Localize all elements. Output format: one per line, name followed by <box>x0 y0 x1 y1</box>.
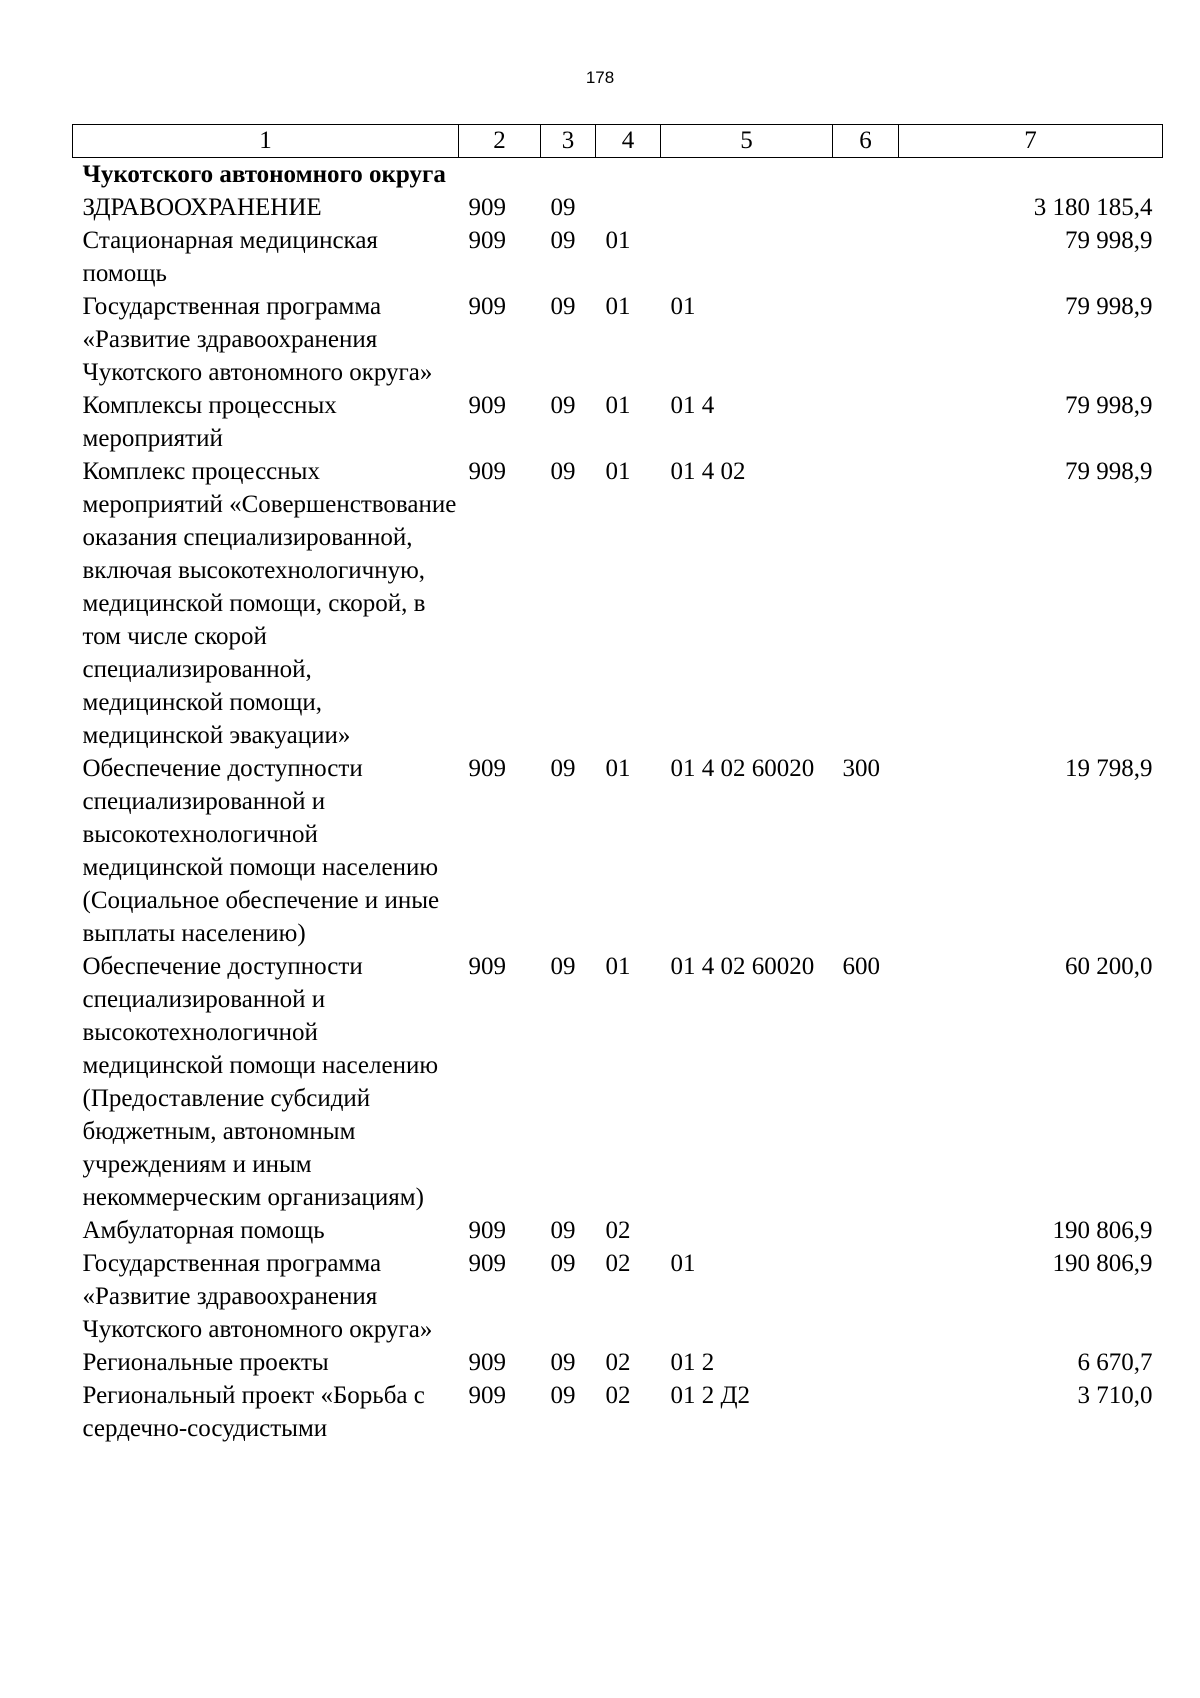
row-code-section: 09 <box>550 953 576 980</box>
header-col-5: 5 <box>661 125 833 158</box>
row-code-expense <box>833 290 899 389</box>
row-code-expense <box>833 191 899 224</box>
row-code-expense: 300 <box>842 755 880 782</box>
row-amount: 6 670,7 <box>1077 1349 1153 1376</box>
table-row <box>73 389 1163 455</box>
row-name: Государственная программа «Развитие здравоохранения Чукотского автономного округа» <box>82 293 433 386</box>
row-code-section: 09 <box>550 227 576 254</box>
row-code-section: 09 <box>550 194 576 221</box>
row-code-expense <box>833 1247 899 1346</box>
row-code-section: 09 <box>550 293 576 320</box>
table-row <box>73 950 1163 1214</box>
row-code-section <box>541 158 596 192</box>
header-col-2: 2 <box>459 125 541 158</box>
row-code-subsection <box>596 191 661 224</box>
row-name: Комплекс процессных мероприятий «Совершенствование оказания специализированной, включая высокотехнологичную, медицинской помощи, скорой, в том числе скорой специализированной, медицинской помощи, медицинской эвакуации» <box>82 458 457 749</box>
table-row <box>73 224 1163 290</box>
row-code-ministry: 909 <box>468 293 506 320</box>
row-code-section: 09 <box>550 755 576 782</box>
row-code-target: 01 4 02 <box>670 458 746 485</box>
budget-table <box>72 124 1163 1445</box>
row-code-ministry: 909 <box>468 755 506 782</box>
row-code-ministry: 909 <box>468 1217 506 1244</box>
row-name: Обеспечение доступности специализированной и высокотехнологичной медицинской помощи населению (Социальное обеспечение и иные выплаты населению) <box>82 755 440 947</box>
row-code-ministry: 909 <box>468 1382 506 1409</box>
row-code-subsection: 02 <box>605 1217 631 1244</box>
row-code-expense <box>833 1214 899 1247</box>
row-code-subsection: 01 <box>605 755 631 782</box>
table-row <box>73 1247 1163 1346</box>
row-code-target: 01 2 Д2 <box>670 1382 751 1409</box>
row-amount: 79 998,9 <box>1065 458 1153 485</box>
row-name: Обеспечение доступности специализированной и высокотехнологичной медицинской помощи населению (Предоставление субсидий бюджетным, автономным учреждениям и иным некоммерческим организациям) <box>82 953 439 1211</box>
row-code-expense <box>833 158 899 192</box>
table-row <box>73 1214 1163 1247</box>
row-code-ministry: 909 <box>468 1349 506 1376</box>
row-code-target: 01 4 02 60020 <box>670 953 815 980</box>
header-col-7: 7 <box>899 125 1163 158</box>
page-number: 178 <box>585 68 615 87</box>
table-row <box>73 290 1163 389</box>
row-code-expense <box>833 389 899 455</box>
table-row <box>73 1346 1163 1379</box>
row-code-subsection: 01 <box>605 458 631 485</box>
row-code-section: 09 <box>550 1217 576 1244</box>
row-code-target: 01 4 02 60020 <box>670 755 815 782</box>
row-code-target <box>661 191 833 224</box>
row-code-subsection: 01 <box>605 392 631 419</box>
row-code-section: 09 <box>550 1349 576 1376</box>
row-code-subsection: 01 <box>605 953 631 980</box>
row-code-ministry: 909 <box>468 1250 506 1277</box>
row-amount <box>899 158 1163 192</box>
row-name: Амбулаторная помощь <box>82 1217 325 1244</box>
row-code-ministry: 909 <box>468 953 506 980</box>
row-amount: 79 998,9 <box>1065 293 1153 320</box>
table-header <box>73 125 1163 158</box>
row-code-section: 09 <box>550 1250 576 1277</box>
table-row <box>73 191 1163 224</box>
table-row <box>73 1379 1163 1445</box>
row-code-subsection: 01 <box>605 293 631 320</box>
row-name: Государственная программа «Развитие здравоохранения Чукотского автономного округа» <box>82 1250 433 1343</box>
header-col-1: 1 <box>73 125 459 158</box>
row-code-target <box>661 224 833 290</box>
row-code-subsection <box>596 158 661 192</box>
row-code-target: 01 <box>670 1250 696 1277</box>
row-name: Чукотского автономного округа <box>82 161 446 188</box>
row-name: Региональные проекты <box>82 1349 329 1376</box>
row-code-expense <box>833 224 899 290</box>
row-code-subsection: 02 <box>605 1250 631 1277</box>
row-code-expense <box>833 1379 899 1445</box>
row-code-target: 01 2 <box>670 1349 715 1376</box>
row-amount: 79 998,9 <box>1065 227 1153 254</box>
row-amount: 190 806,9 <box>1052 1250 1153 1277</box>
row-code-ministry: 909 <box>468 392 506 419</box>
row-code-target <box>661 158 833 192</box>
row-amount: 19 798,9 <box>1065 755 1153 782</box>
row-amount: 190 806,9 <box>1052 1217 1153 1244</box>
row-code-expense <box>833 1346 899 1379</box>
row-amount: 60 200,0 <box>1065 953 1153 980</box>
row-code-target: 01 4 <box>670 392 715 419</box>
row-code-subsection: 02 <box>605 1349 631 1376</box>
header-col-6: 6 <box>833 125 899 158</box>
row-code-target: 01 <box>670 293 696 320</box>
header-col-4: 4 <box>596 125 661 158</box>
row-code-ministry: 909 <box>468 227 506 254</box>
row-name: Региональный проект «Борьба с сердечно-сосудистыми <box>82 1382 425 1442</box>
table-row <box>73 752 1163 950</box>
row-name: Комплексы процессных мероприятий <box>82 392 337 452</box>
row-name: Стационарная медицинская помощь <box>82 227 378 287</box>
row-code-section: 09 <box>550 458 576 485</box>
row-code-section: 09 <box>550 392 576 419</box>
row-code-section: 09 <box>550 1382 576 1409</box>
row-code-target <box>661 1214 833 1247</box>
header-row <box>73 125 1163 158</box>
row-code-subsection: 01 <box>605 227 631 254</box>
row-amount: 79 998,9 <box>1065 392 1153 419</box>
row-amount: 3 180 185,4 <box>1033 194 1153 221</box>
row-code-ministry: 909 <box>468 458 506 485</box>
header-col-3: 3 <box>541 125 596 158</box>
table-row <box>73 158 1163 192</box>
row-code-expense <box>833 455 899 752</box>
table-body <box>73 158 1163 1446</box>
row-code-subsection: 02 <box>605 1382 631 1409</box>
row-name: ЗДРАВООХРАНЕНИЕ <box>82 194 322 221</box>
row-amount: 3 710,0 <box>1077 1382 1153 1409</box>
row-code-ministry: 909 <box>468 194 506 221</box>
row-code-expense: 600 <box>842 953 880 980</box>
table-row <box>73 455 1163 752</box>
row-code-ministry <box>459 158 541 192</box>
